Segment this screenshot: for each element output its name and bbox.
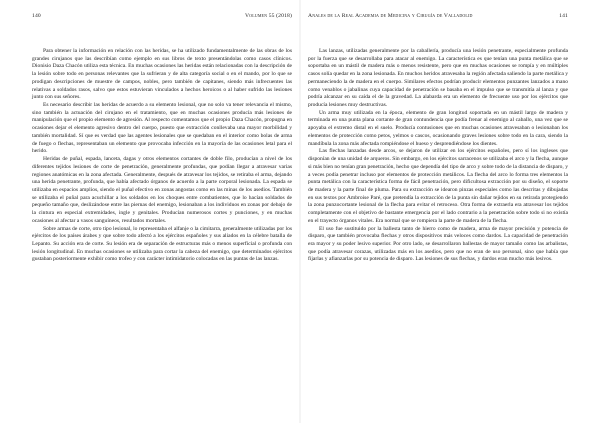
left-page-header [32, 13, 292, 20]
right-page-number: 141 [559, 13, 568, 19]
paragraph: Las flechas lanzadas desde arcos, se dejaron de utilizar en los ejércitos españoles, pero sí los ingleses que disponían de una unidad de arqueros. Sin embargo, en los ejércitos sarracenos se utilizaba el arco y la flecha, aunque si más bien no tenían gran penetración, hecho que dependía del tipo de arco y sobre todo de la distancia de disparo, y a veces podía penetrar incluso por elementos de protección metálicos. La flecha del arco lo forma tres elementos la punta metálica con la característica forma de fácil penetración, pero dificultosa extracción por su diseño, el soporte de madera y la parte final de pluma. Para su extracción se idearon pinzas especiales como las descritas y dibujadas en sus textos por Ambroise Paré, que pretendía la extracción de la punta sin dañar tejidos en su retirada protegiendo la zona punzocortante lesional de la flecha para evitar el retroceso. Otra forma de extraerla era atravesar los tejidos completamente con el objetivo de bastante emergencia por el lado contrario a la penetración sobre todo si no existía en el trayecto órganos vitales. Era normal que se rompiera la parte de madera de la flecha. [308, 148, 568, 224]
right-page [300, 0, 600, 423]
left-running-head: Volumen 55 (2018) [244, 13, 292, 19]
paragraph: Para obtener la información en relación con las heridas, se ha utilizado fundamentalmente de las obras de los grandes cirujanos que las describían como ejemplo en sus libros de texto presentándolas como casos clínicos. Dionisio Daza Chacón utiliza esta técnica. En muchas ocasiones las heridas están relacionadas con la descripción de la lesión sobre todo en personas relevantes que la sufrieran y de alta categoría social o en el mando, por lo que se prodigan descripciones de muestre de campos, nobles, pero también de capitanes, siendo más infrecuentes las relativas a soldados rasos, salvo que estos estuvieran vinculados a hechos heroicos o al haber sufrido las lesiones junto con sus señores. [32, 48, 292, 101]
paragraph: Un arma muy utilizada en la época, elemento de gran longitud soportada en un mástil largo de madera y terminada en una punta plana cortante de gran contundencia que podía frenar al enemigo al caballo, una vez que se apoyaba el extremo distal en el suelo. Producía contusiones que en muchas ocasiones atravesaban o lesionaban los elementos de protección como petos, yelmos o cascos, ocasionando graves lesiones sobre todo en la cara, siendo la mandíbula la zona más afectada rompiéndose el hueso y desprendiéndose los dientes. [308, 109, 568, 147]
paragraph: El uso fue sustituido por la ballesta tanto de hierro como de madera, arma de mayor precisión y potencia de disparo, que también provocaba flechas y otros dispositivos más veloces como dardos. La capacidad de penetración era mayor y su poder lesivo superior. Por otro lado, se desarrollaron ballestas de mayor tamaño como las arbalistas, que podía atravesar corazas, utilizadas más en los asedios, pero que no eran de uso personal, sino que había que fijarlas y afianzarlas por su potencia de disparo. Las lesiones de sus flechas, y dardos eran mucho más lesivos. [308, 225, 568, 263]
left-page-body [32, 48, 292, 264]
paragraph: Es necesario describir las heridas de acuerdo a su elemento lesional, que no solo va tener relevancia el mismo, sino también la actuación del cirujano en el tratamiento, que en muchas ocasiones producía más lesiones de manipulación que el propio elemento de agresión. Al respecto comentamos que el propio Daza Chacón, propugna en ocasiones dejar el elemento agresivo dentro del cuerpo, puesto que extracción conllevaba una mayor morbilidad y también mortalidad. Sí que es verdad que las agentes lesionales que se quedaban en el interior como bolas de arma de fuego o flechas, representaban un elemento que provocaba infección en la mayoría de las ocasiones letal para el herido. [32, 102, 292, 155]
paragraph: Heridas de puñal, espada, lanceta, dagas y otros elementos cortantes de doble filo, producían a nivel de los diferentes tejidos lesiones de corte de penetración, generalmente profundas, que podían llegar a atravesar varias regiones anatómicas en la zona afectada. Generalmente, después de atravesar los tejidos, se retiraba el arma, dejando una herida penetrante, profunda, que había afectado órganos de acuerdo a la parte corporal lesionada. La espada se utilizaba en espacios amplios, siendo el puñal efectivo en zonas angostas como en las minas de los asedios. También se utilizaba el puñal para acuchillar a los soldados en los choques entre combatientes, que lo hacían soldados de pequeño tamaño que, deslizándose entre las piernas del enemigo, lesionaban a los individuos en zonas por debajo de la cintura en especial extremidades, ingle y genitales. Producían numerosos cortes y punciones, y en muchas ocasiones al afectar a vasos sanguíneos, resultados mortales. [32, 156, 292, 224]
right-page-body [308, 48, 568, 264]
paragraph: Las lanzas, utilizadas generalmente por la caballería, producía una lesión penetrante, especialmente profunda por la fuerza que se desarrollaba para atacar al enemigo. La característica es que tenían una punta metálica que se soportaba en un mástil de madera más o menos resistente, pero que en muchas ocasiones se rompía y en múltiples casos solía quedar en la zona lesionada. En muchos heridos atravesaba la región afectada saliendo la parte metálica y permaneciendo la de madera en el cuerpo. Similares efectos podrían producir elementos punzantes lanzados a mano como venablos o jabalinas cuya capacidad de penetración se basaba en el impulso que se transmitía al lanza y que podría alcanzar en su caída el de la gravedad. La alabarda era un elemento de frecuente uso por los ejércitos que producía lesiones muy destructivas. [308, 48, 568, 109]
left-page-number: 140 [32, 13, 41, 19]
right-page-header [308, 13, 568, 20]
paragraph: Sobre armas de corte, otro tipo lesional, lo representaba el alfanje o la cimitarra, generalmente utilizadas por los ejércitos de los países árabes y que sobre todo afectó a los ejércitos españoles y sus aliados en la célebre batalla de Lepanto. Su acción era de corte. Su lesión era de separación de estructuras más o menos superficial o profunda con lesión longitudinal. En muchas ocasiones se utilizaba para cortar la cabeza del enemigo, que determinados ejércitos gustaban posteriormente exhibir como trofeo y con carácter intimidatorio colocadas en las puntas de las lanzas. [32, 225, 292, 263]
right-running-head: Anales de la Real Academia de Medicina y Cirugía de Valladolid [308, 13, 473, 19]
